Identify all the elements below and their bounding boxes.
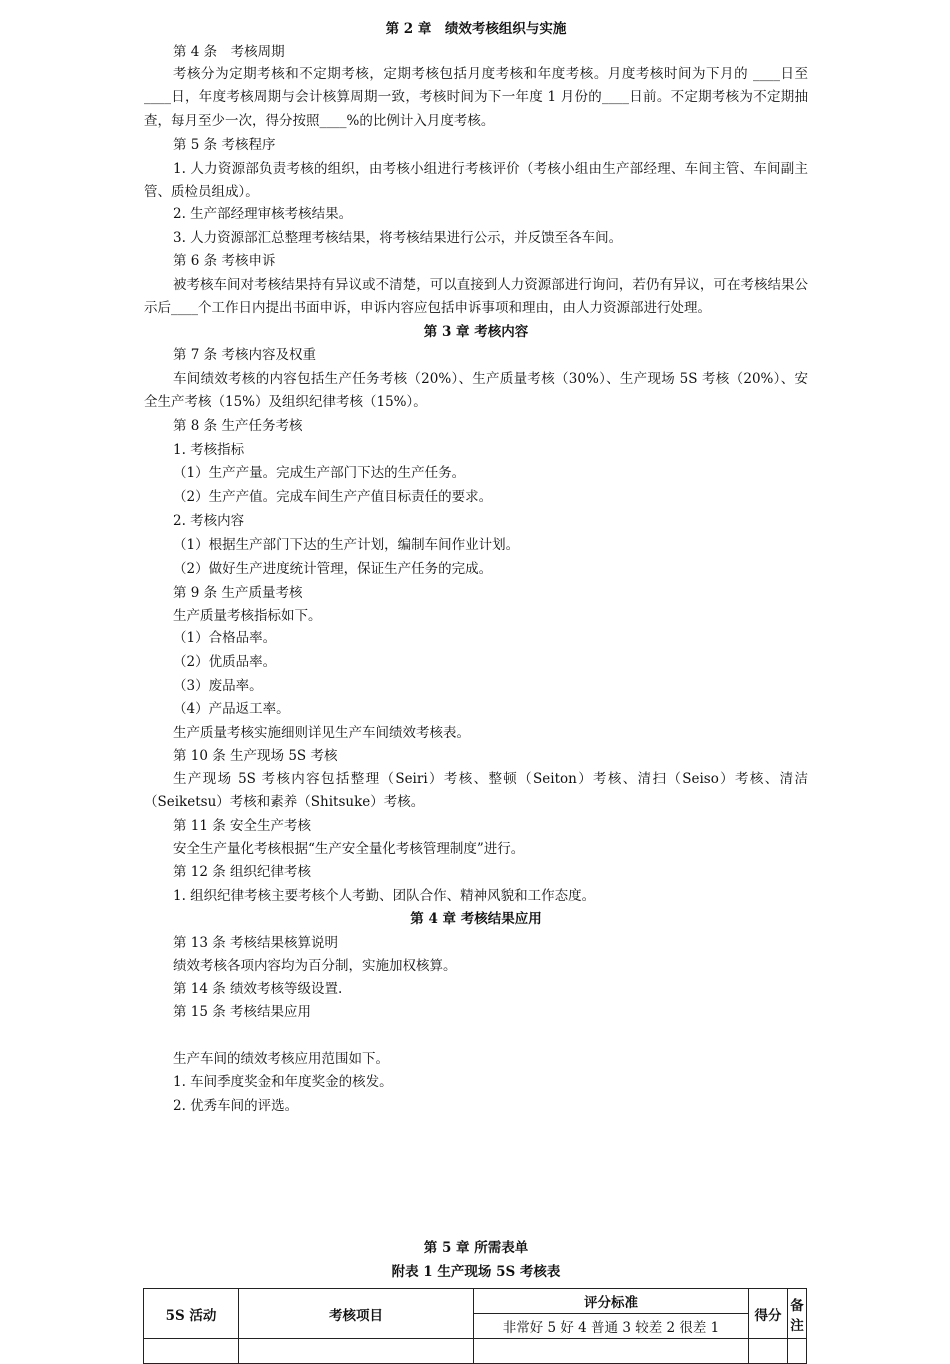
article-9-line-3: （2）优质品率。: [173, 654, 277, 670]
article-8-line-4: 2. 考核内容: [173, 513, 245, 529]
header-5s-activity: 5S 活动: [144, 1289, 239, 1339]
article-9-line-1: 生产质量考核指标如下。: [173, 608, 322, 624]
article-15-line-2: 1. 车间季度奖金和年度奖金的核发。: [173, 1074, 393, 1090]
article-8-line-2: （1）生产产量。完成生产部门下达的生产任务。: [173, 465, 466, 481]
chapter-2-title: 第 2 章 绩效考核组织与实施: [385, 21, 567, 37]
article-13-title: 第 13 条 考核结果核算说明: [173, 935, 339, 951]
table-cell: [788, 1339, 807, 1364]
article-12-title: 第 12 条 组织纪律考核: [173, 864, 312, 880]
article-5-title: 第 5 条 考核程序: [173, 137, 276, 153]
article-9-line-5: （4）产品返工率。: [173, 701, 290, 717]
article-9-line-2: （1）合格品率。: [173, 630, 277, 646]
article-8-line-5: （1）根据生产部门下达的生产计划，编制车间作业计划。: [173, 537, 520, 553]
article-11-body: 安全生产量化考核根据“生产安全量化考核管理制度”进行。: [173, 841, 525, 857]
chapter-5-title: 第 5 章 所需表单: [423, 1240, 529, 1256]
5s-assessment-table: [143, 1288, 807, 1364]
article-8-title: 第 8 条 生产任务考核: [173, 418, 303, 434]
article-5-item-2: 2. 生产部经理审核考核结果。: [173, 206, 353, 222]
article-4-body: 考核分为定期考核和不定期考核，定期考核包括月度考核和年度考核。月度考核时间为下月的 ____日至____日，年度考核周期与会计核算周期一致，考核时间为下一年度 1 月份的____日前。不定期考核为不定期抽查，每月至少一次，得分按照____%的比例计入月度考核。: [144, 66, 808, 129]
article-5-item-3: 3. 人力资源部汇总整理考核结果，将考核结果进行公示，并反馈至各车间。: [173, 230, 623, 246]
chapter-4-title: 第 4 章 考核结果应用: [410, 911, 542, 927]
header-remark: 备注: [788, 1289, 807, 1339]
article-11-title: 第 11 条 安全生产考核: [173, 818, 312, 834]
article-5-item-1: 1. 人力资源部负责考核的组织，由考核小组进行考核评价（考核小组由生产部经理、车间主管、车间副主管、质检员组成）。: [144, 161, 808, 201]
article-4-title: 第 4 条 考核周期: [173, 44, 285, 60]
article-15-title: 第 15 条 考核结果应用: [173, 1004, 312, 1020]
article-9-line-4: （3）废品率。: [173, 678, 263, 694]
table-1-title: 附表 1 生产现场 5S 考核表: [391, 1264, 561, 1280]
header-score: 得分: [749, 1289, 788, 1339]
article-6-title: 第 6 条 考核申诉: [173, 253, 276, 269]
table-cell: [749, 1339, 788, 1364]
chapter-3-title: 第 3 章 考核内容: [423, 324, 529, 340]
article-7-body: 车间绩效考核的内容包括生产任务考核（20%）、生产质量考核（30%）、生产现场 5S 考核（20%）、安全生产考核（15%）及组织纪律考核（15%）。: [144, 371, 808, 411]
article-13-body: 绩效考核各项内容均为百分制，实施加权核算。: [173, 958, 457, 974]
table-cell: [474, 1339, 749, 1364]
article-6-body: 被考核车间对考核结果持有异议或不清楚，可以直接到人力资源部进行询问，若仍有异议，可在考核结果公示后____个工作日内提出书面申诉，申诉内容应包括申诉事项和理由，由人力资源部进行处理。: [144, 277, 808, 317]
header-scoring-criteria: 评分标准: [474, 1289, 749, 1314]
article-9-title: 第 9 条 生产质量考核: [173, 585, 303, 601]
article-10-body: 生产现场 5S 考核内容包括整理（Seiri）考核、整顿（Seiton）考核、清扫（Seiso）考核、清洁（Seiketsu）考核和素养（Shitsuke）考核。: [144, 771, 808, 811]
article-12-body: 1. 组织纪律考核主要考核个人考勤、团队合作、精神风貌和工作态度。: [173, 888, 596, 904]
article-9-line-6: 生产质量考核实施细则详见生产车间绩效考核表。: [173, 725, 470, 741]
article-15-line-1: 生产车间的绩效考核应用范围如下。: [173, 1051, 389, 1067]
article-8-line-6: （2）做好生产进度统计管理，保证生产任务的完成。: [173, 561, 493, 577]
article-8-line-1: 1. 考核指标: [173, 442, 245, 458]
article-15-line-3: 2. 优秀车间的评选。: [173, 1098, 299, 1114]
header-scoring-scale: 非常好 5 好 4 普通 3 较差 2 很差 1: [474, 1314, 749, 1339]
article-8-line-3: （2）生产产值。完成车间生产产值目标责任的要求。: [173, 489, 493, 505]
table-cell: [239, 1339, 474, 1364]
table-cell: [144, 1339, 239, 1364]
article-14-title: 第 14 条 绩效考核等级设置.: [173, 981, 343, 997]
article-10-title: 第 10 条 生产现场 5S 考核: [173, 748, 338, 764]
header-assessment-item: 考核项目: [239, 1289, 474, 1339]
article-7-title: 第 7 条 考核内容及权重: [173, 347, 316, 363]
